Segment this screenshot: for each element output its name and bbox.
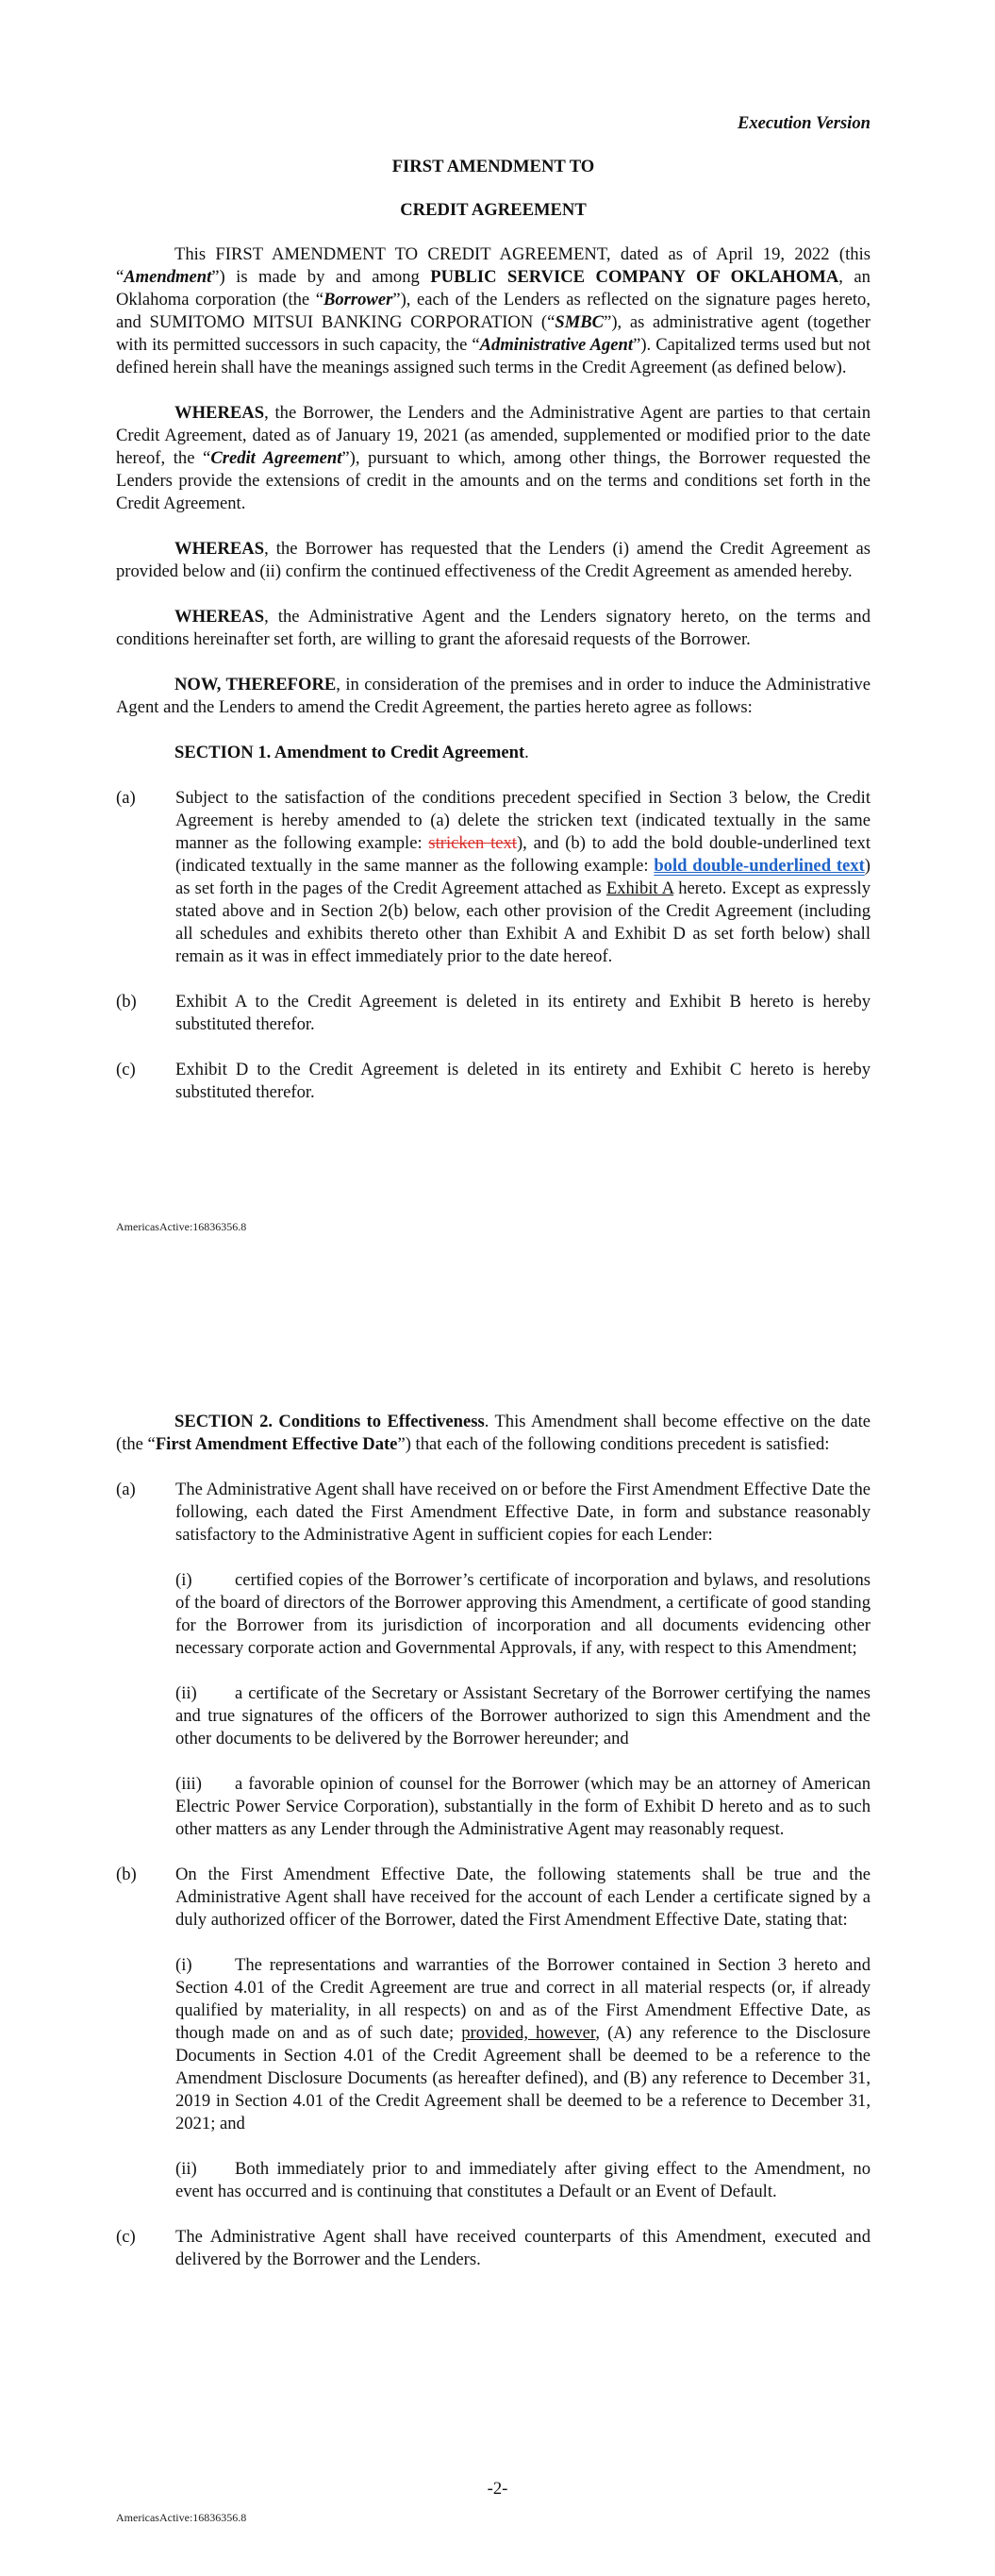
sub-label: (iii) [175, 1774, 202, 1794]
sub-ii-text: Both immediately prior to and immediately after giving effect to the Amendment, no event has occurred and is continuing that constitutes a Default or an Event of Default. [175, 2159, 871, 2201]
section-1-item-c [116, 1059, 871, 1104]
sub-label: (i) [175, 1570, 192, 1590]
section-2-item-a [116, 1479, 871, 1841]
item-c-text: Exhibit D to the Credit Agreement is deleted in its entirety and Exhibit C hereto is hereby substituted therefor. [175, 1060, 871, 1102]
sub-label: (ii) [175, 1683, 197, 1703]
execution-version-label: Execution Version [737, 113, 871, 133]
section-1-item-a [116, 787, 871, 968]
item-label: (b) [116, 1865, 137, 1884]
item-label: (c) [116, 1060, 136, 1079]
item-c-text: The Administrative Agent shall have received counterparts of this Amendment, executed and delivered by the Borrower and the Lenders. [175, 2227, 871, 2269]
whereas-1-text-2: ”), pursuant to which, among other things, the Borrower requested the Lenders provide the extensions of credit in the amounts and on the terms and conditions set forth in the Credit Agreement. [116, 448, 871, 513]
whereas-1-text-1: , the Borrower, the Lenders and the Administrative Agent are parties to that certain Credit Agreement, dated as of January 19, 2021 (as amended, supplemented or modified prior to the date hereof, the “ [116, 403, 871, 468]
intro-paragraph [116, 243, 871, 379]
defined-term-administrative-agent: Administrative Agent [479, 335, 634, 355]
document-page-2 [0, 1288, 995, 2576]
sub-i-text-1: The representations and warranties of the Borrower contained in Section 3 hereto and Section 4.01 of the Credit Agreement are true and correct in all material respects (or, if already qualified by materiality, in all respects) on and as of the First Amendment Effective Date, as though made on and as of such date; [175, 1955, 871, 2043]
now-therefore-text: , in consideration of the premises and in order to induce the Administrative Agent and the Lenders to amend the Credit Agreement, the parties hereto agree as follows: [116, 675, 871, 717]
document-title-line-2: CREDIT AGREEMENT [400, 200, 587, 220]
item-a-sub-ii [175, 1682, 871, 1750]
item-a-sub-iii [175, 1773, 871, 1841]
item-a-text-3: ) as set forth in the pages of the Credit Agreement attached as [175, 856, 871, 898]
section-2-text-1: . This Amendment shall become effective on the date (the “ [116, 1412, 871, 1454]
sub-i-text-2: , (A) any reference to the Disclosure Documents in Section 4.01 of the Credit Agreement shall be deemed to be a reference to the Amendment Disclosure Documents (as hereafter defined), and (B) any reference to December 31, 2019 in Section 4.01 of the Credit Agreement shall be deemed to be a reference to December 31, 2021; and [175, 2023, 871, 2133]
defined-term-amendment: Amendment [124, 267, 212, 287]
item-a-text-2: ), and (b) to add the bold double-underlined text (indicated textually in the same manner as the following example: [175, 833, 871, 876]
sub-label: (i) [175, 1955, 192, 1975]
now-therefore-lead: NOW, THEREFORE [174, 675, 337, 694]
whereas-3-text: , the Administrative Agent and the Lenders signatory hereto, on the terms and conditions hereinafter set forth, are willing to grant the aforesaid requests of the Borrower. [116, 607, 871, 649]
section-1-item-b [116, 991, 871, 1036]
whereas-paragraph-3 [116, 606, 871, 651]
intro-text-1: This FIRST AMENDMENT TO CREDIT AGREEMENT, dated as of April 19, 2022 (this “ [116, 244, 871, 287]
section-1-title: SECTION 1. Amendment to Credit Agreement [174, 743, 525, 762]
item-a-text-4: hereto. Except as expressly stated above and in Section 2(b) below, each other provision of the Credit Agreement (including all schedules and exhibits thereto other than Exhibit A and Exhibit D as set forth below) shall remain as it was in effect immediately prior to the date hereof. [175, 878, 871, 966]
section-1-period: . [524, 743, 529, 762]
item-label: (a) [116, 788, 136, 808]
sub-iii-text: a favorable opinion of counsel for the Borrower (which may be an attorney of American Electric Power Service Corporation), substantially in the form of Exhibit D hereto and as to such other matters as any Lender through the Administrative Agent may reasonably request. [175, 1774, 871, 1839]
provided-however-term: provided, however [461, 2023, 596, 2043]
section-2-text-2: ”) that each of the following conditions precedent is satisfied: [397, 1434, 830, 1454]
section-1-heading [116, 742, 871, 764]
item-b-sub-i [175, 1954, 871, 2135]
defined-term-smbc: SMBC [555, 312, 605, 332]
intro-text-5: ”), as administrative agent (together with its permitted successors in such capacity, the “ [116, 312, 871, 355]
stricken-text-example: stricken text [428, 833, 517, 853]
bold-double-underlined-example: bold double-underlined text [654, 856, 865, 876]
body-page-2 [116, 1411, 871, 2271]
whereas-lead: WHEREAS [174, 403, 265, 423]
item-label: (c) [116, 2227, 136, 2247]
now-therefore-paragraph [116, 674, 871, 719]
exhibit-a-reference: Exhibit A [605, 878, 674, 898]
page-2-footer: AmericasActive:16836356.8 [116, 2511, 247, 2524]
item-a-text [175, 787, 871, 968]
whereas-paragraph-1 [116, 402, 871, 515]
item-a-text-1: Subject to the satisfaction of the conditions precedent specified in Section 3 below, the Credit Agreement is hereby amended to (a) delete the stricken text (indicated textually in the same manner as the following example: [175, 788, 871, 853]
company-name: PUBLIC SERVICE COMPANY OF OKLAHOMA [430, 267, 839, 287]
whereas-lead: WHEREAS [174, 539, 265, 559]
whereas-lead: WHEREAS [174, 607, 265, 627]
whereas-2-text: , the Borrower has requested that the Lenders (i) amend the Credit Agreement as provided below and (ii) confirm the continued effectiveness of the Credit Agreement as amended hereby. [116, 539, 871, 581]
item-b-text: Exhibit A to the Credit Agreement is deleted in its entirety and Exhibit B hereto is hereby substituted therefor. [175, 992, 871, 1034]
intro-text-6: ”). Capitalized terms used but not defined herein shall have the meanings assigned such terms in the Credit Agreement (as defined below). [116, 335, 871, 377]
intro-text-2: ”) is made by and among [211, 267, 431, 287]
item-label: (b) [116, 992, 137, 1012]
sub-label: (ii) [175, 2159, 197, 2179]
section-2-paragraph [116, 1411, 871, 1456]
defined-term-effective-date: First Amendment Effective Date [155, 1434, 398, 1454]
item-b-sub-ii [175, 2158, 871, 2203]
section-2-title: SECTION 2. Conditions to Effectiveness [174, 1412, 485, 1431]
defined-term-credit-agreement: Credit Agreement [210, 448, 342, 468]
item-label: (a) [116, 1480, 136, 1499]
section-2-item-c [116, 2226, 871, 2271]
defined-term-borrower: Borrower [323, 290, 393, 309]
intro-text-4: ”), each of the Lenders as reflected on the signature pages hereto, and SUMITOMO MITSUI BANKING CORPORATION (“ [116, 290, 871, 332]
item-a-text: The Administrative Agent shall have received on or before the First Amendment Effective Date the following, each dated the First Amendment Effective Date, in form and substance reasonably satisfactory to the Administrative Agent in sufficient copies for each Lender: [175, 1480, 871, 1545]
page-number: -2- [487, 2479, 508, 2499]
item-b-text: On the First Amendment Effective Date, the following statements shall be true and the Administrative Agent shall have received for the account of each Lender a certificate signed by a duly authorized officer of the Borrower, dated the First Amendment Effective Date, stating that: [175, 1865, 871, 1930]
sub-ii-text: a certificate of the Secretary or Assistant Secretary of the Borrower certifying the names and true signatures of the officers of the Borrower authorized to sign this Amendment and the other documents to be delivered by the Borrower hereunder; and [175, 1683, 871, 1748]
body-page-1 [116, 243, 871, 1104]
section-2-item-b [116, 1864, 871, 2203]
item-a-sub-i [175, 1569, 871, 1660]
whereas-paragraph-2 [116, 538, 871, 583]
sub-i-text: certified copies of the Borrower’s certificate of incorporation and bylaws, and resolutions of the board of directors of the Borrower approving this Amendment, a certificate of good standing for the Borrower from its jurisdiction of incorporation and all documents evidencing other necessary corporate action and Governmental Approvals, if any, with respect to this Amendment; [175, 1570, 871, 1658]
intro-text-3: , an Oklahoma corporation (the “ [116, 267, 871, 309]
page-1-footer: AmericasActive:16836356.8 [116, 1220, 247, 1233]
document-title-line-1: FIRST AMENDMENT TO [391, 157, 595, 176]
